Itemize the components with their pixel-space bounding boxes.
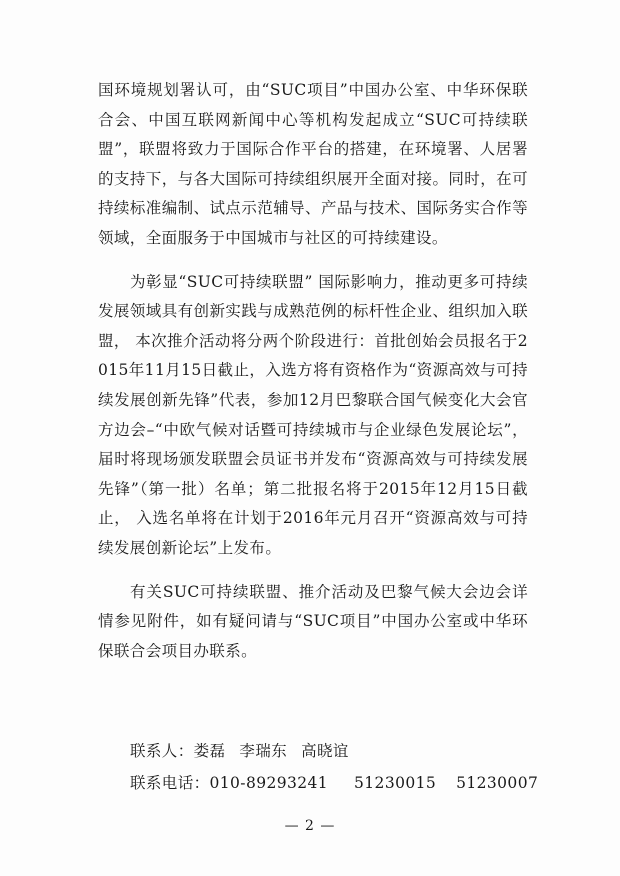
- contact-phone-line: [130, 767, 538, 799]
- contact-person: 高晓谊: [301, 742, 349, 760]
- contact-person: 李瑞东: [239, 742, 288, 760]
- paragraph-continued: 国环境规划署认可，由“SUC项目”中国办公室、中华环保联合会、中国互联网新闻中心等机构发起成立“SUC可持续联盟”，联盟将致力于国际合作平台的搭建，在环境署、人居署的支持下，与各大国际可持续组织展开全面对接。同时，在可持续标准编制、试点示范辅导、产品与技术、国际务实合作等领域，全面服务于中国城市与社区的可持续建设。: [98, 81, 528, 247]
- contact-people-line: [130, 735, 538, 767]
- contact-people-label: 联系人：: [130, 742, 194, 760]
- contact-phone: 010-89293241: [209, 774, 329, 792]
- body-text: [98, 76, 528, 680]
- contact-block: [130, 735, 538, 799]
- page-number: — 2 —: [284, 818, 336, 834]
- contact-phone: 51230015: [354, 774, 437, 792]
- contact-phone-label: 联系电话：: [130, 774, 210, 792]
- paragraph-contact-info: 有关SUC可持续联盟、推介活动及巴黎气候大会边会详情参见附件，如有疑问请与“SUC项目”中国办公室或中华环保联合会项目办联系。: [98, 582, 528, 660]
- contact-person: 娄磊: [193, 742, 226, 760]
- paragraph-promotion: 为彰显“SUC可持续联盟” 国际影响力，推动更多可持续发展领域具有创新实践与成熟范例的标杆性企业、组织加入联盟， 本次推介活动将分两个阶段进行：首批创始会员报名于2015年11月15日截止，入选方将有资格作为“资源高效与可持续发展创新先锋”代表，参加12月巴黎联合国气候变化大会官方边会–“中欧气候对话暨可持续城市与企业绿色发展论坛”，届时将现场颁发联盟会员证书并发布“资源高效与可持续发展先锋”（第一批）名单；第二批报名将于2015年12月15日截止， 入选名单将在计划于2016年元月召开“资源高效与可持续发展创新论坛”上发布。: [98, 272, 528, 557]
- contact-phone: 51230007: [456, 774, 539, 792]
